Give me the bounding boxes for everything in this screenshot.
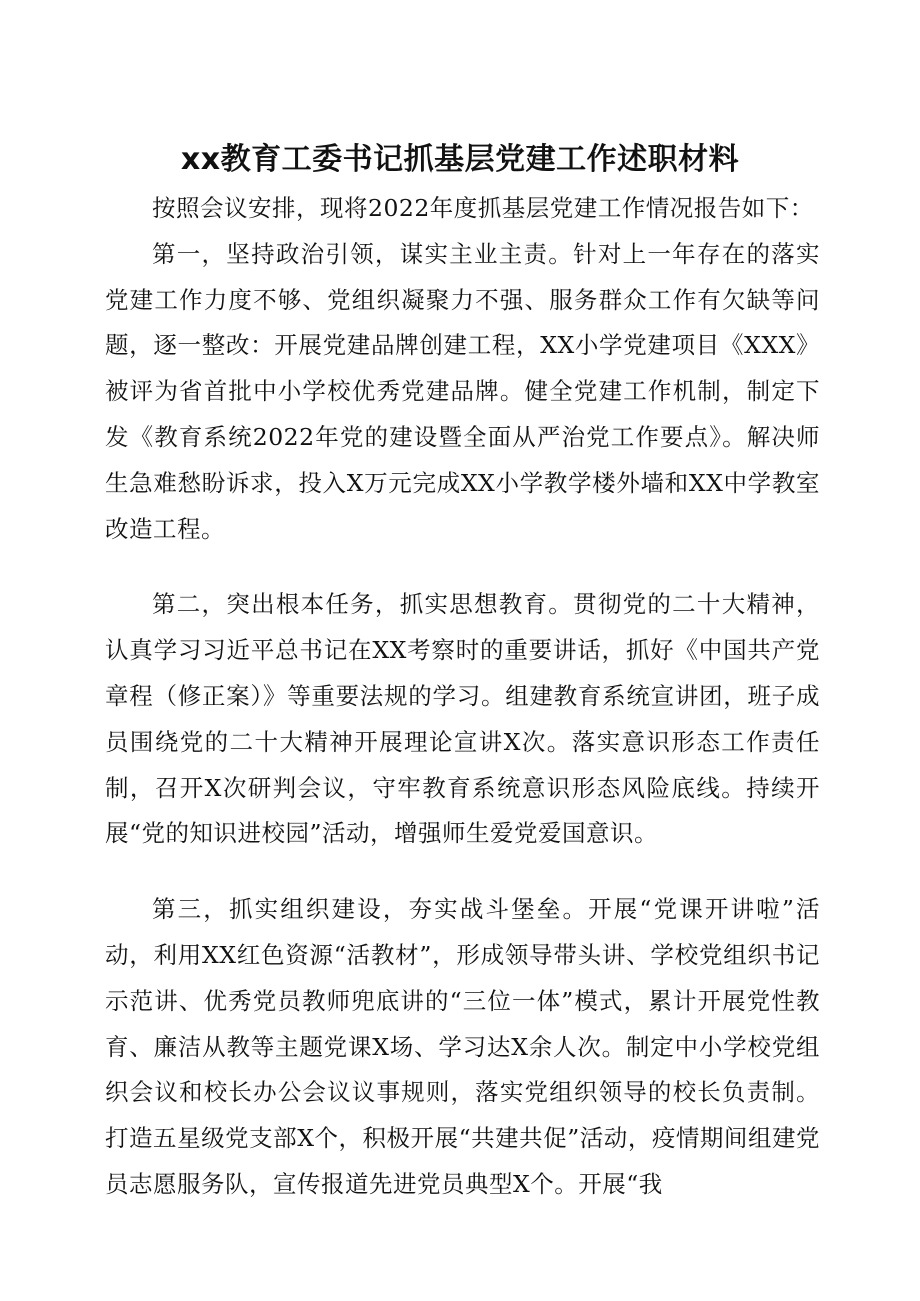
document-body <box>105 186 820 1208</box>
document-title: xx教育工委书记抓基层党建工作述职材料 <box>180 142 740 177</box>
paragraph-second: 第二，突出根本任务，抓实思想教育。贯彻党的二十大精神，认真学习习近平总书记在XX考察时的重要讲话，抓好《中国共产党章程（修正案）》等重要法规的学习。组建教育系统宣讲团，班子成员围绕党的二十大精神开展理论宣讲X次。落实意识形态工作责任制，召开X次研判会议，守牢教育系统意识形态风险底线。持续开展“党的知识进校园”活动，增强师生爱党爱国意识。 <box>105 590 820 848</box>
paragraph-first: 第一，坚持政治引领，谋实主业主责。针对上一年存在的落实党建工作力度不够、党组织凝聚力不强、服务群众工作有欠缺等问题，逐一整改：开展党建品牌创建工程，XX小学党建项目《XXX》被评为省首批中小学校优秀党建品牌。健全党建工作机制，制定下发《教育系统2022年党的建设暨全面从严治党工作要点》。解决师生急难愁盼诉求，投入X万元完成XX小学教学楼外墙和XX中学教室改造工程。 <box>105 239 820 543</box>
paragraph-intro: 按照会议安排，现将2022年度抓基层党建工作情况报告如下： <box>152 194 814 222</box>
paragraph-third: 第三，抓实组织建设，夯实战斗堡垒。开展“党课开讲啦”活动，利用XX红色资源“活教材”，形成领导带头讲、学校党组织书记示范讲、优秀党员教师兜底讲的“三位一体”模式，累计开展党性教育、廉洁从教等主题党课X场、学习达X余人次。制定中小学校党组织会议和校长办公会议议事规则，落实党组织领导的校长负责制。打造五星级党支部X个，积极开展“共建共促”活动，疫情期间组建党员志愿服务队，宣传报道先进党员典型X个。开展“我 <box>105 895 820 1198</box>
